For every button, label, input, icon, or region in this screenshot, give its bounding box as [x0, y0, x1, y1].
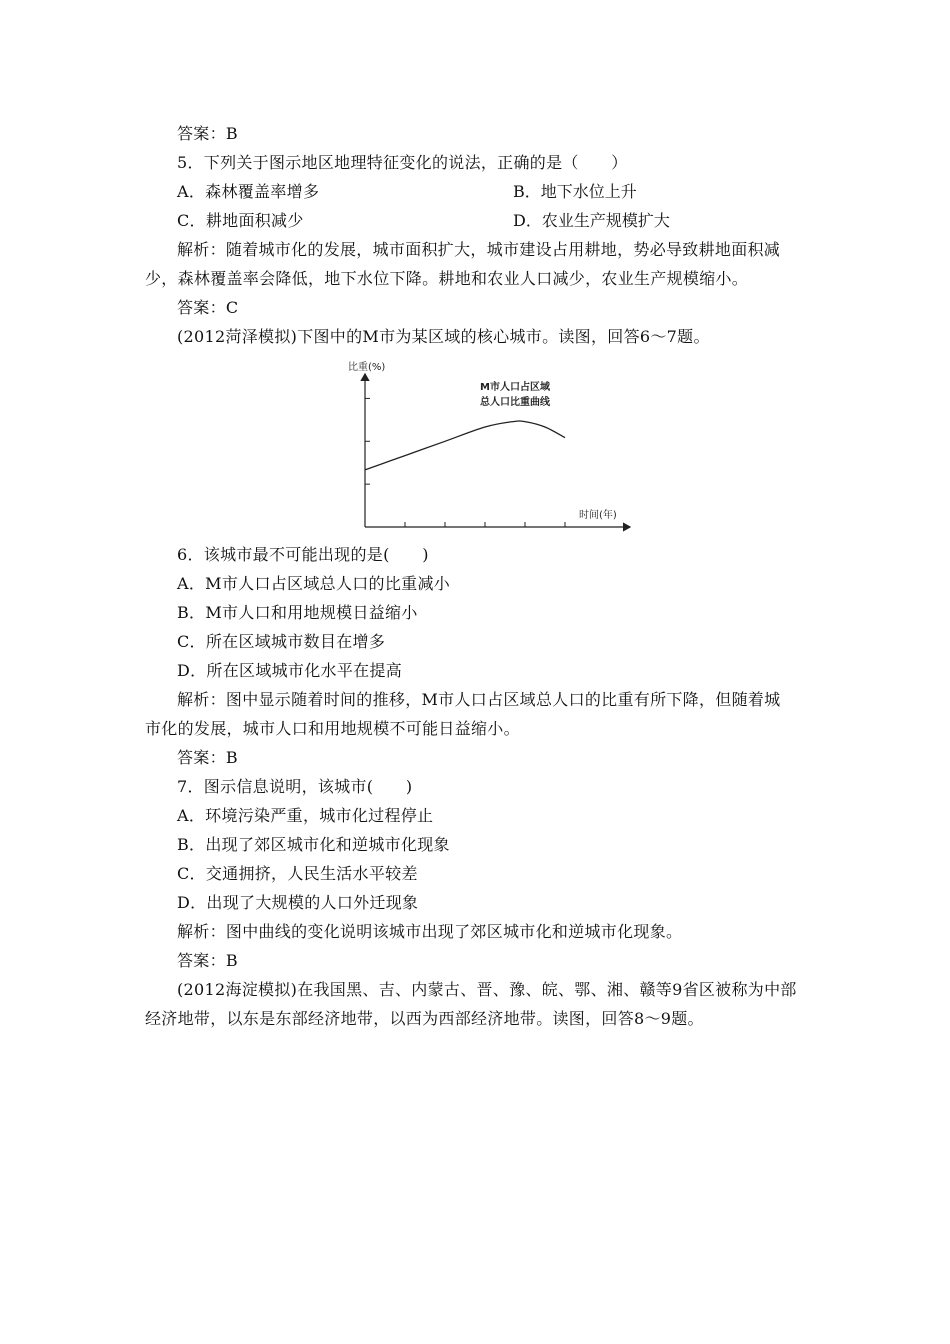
q7-analysis: 解析：图中曲线的变化说明该城市出现了郊区城市化和逆城市化现象。	[177, 922, 683, 941]
q5-stem: 5．下列关于图示地区地理特征变化的说法，正确的是（ ）	[177, 153, 628, 172]
q5-analysis-line-2: 少，森林覆盖率会降低，地下水位下降。耕地和农业人口减少，农业生产规模缩小。	[145, 269, 749, 288]
q5-option-b: B．地下水位上升	[513, 182, 637, 201]
q5-analysis-line-1: 解析：随着城市化的发展，城市面积扩大，城市建设占用耕地，势必导致耕地面积减	[177, 240, 781, 259]
curve-label-line-2: 总人口比重曲线	[480, 397, 550, 408]
y-axis-label: 比重(%)	[348, 362, 386, 373]
q7-option-a: A．环境污染严重，城市化过程停止	[177, 806, 434, 825]
q7-option-c: C．交通拥挤，人民生活水平较差	[177, 864, 418, 883]
q4-answer: 答案：B	[177, 124, 238, 143]
q6-analysis-line-2: 市化的发展，城市人口和用地规模不可能日益缩小。	[145, 719, 520, 738]
q6-option-a: A．M市人口占区域总人口的比重减小	[177, 574, 451, 593]
x-axis-label: 时间(年)	[579, 510, 617, 521]
q7-option-d: D．出现了大规模的人口外迁现象	[177, 893, 419, 912]
q6-option-c: C．所在区域城市数目在增多	[177, 632, 386, 651]
q7-answer: 答案：B	[177, 951, 238, 970]
intro-q6-q7: (2012菏泽模拟)下图中的M市为某区域的核心城市。读图，回答6～7题。	[177, 327, 710, 346]
population-share-curve	[365, 421, 565, 470]
q6-option-b: B．M市人口和用地规模日益缩小	[177, 603, 418, 622]
q6-option-d: D．所在区域城市化水平在提高	[177, 661, 403, 680]
population-share-figure	[335, 352, 635, 534]
q7-stem: 7．图示信息说明，该城市( )	[177, 777, 413, 796]
q6-answer: 答案：B	[177, 748, 238, 767]
q5-answer: 答案：C	[177, 298, 239, 317]
q7-option-b: B．出现了郊区城市化和逆城市化现象	[177, 835, 450, 854]
q6-analysis-line-1: 解析：图中显示随着时间的推移，M市人口占区域总人口的比重有所下降，但随着城	[177, 690, 781, 709]
q5-option-d: D．农业生产规模扩大	[513, 211, 670, 230]
q5-option-a: A．森林覆盖率增多	[177, 182, 320, 201]
intro-q8-q9-line-1: (2012海淀模拟)在我国黑、吉、内蒙古、晋、豫、皖、鄂、湘、赣等9省区被称为中部	[177, 980, 797, 999]
population-share-chart	[335, 352, 635, 534]
q5-option-c: C．耕地面积减少	[177, 211, 304, 230]
intro-q8-q9-line-2: 经济地带，以东是东部经济地带，以西为西部经济地带。读图，回答8～9题。	[145, 1009, 704, 1028]
q6-stem: 6．该城市最不可能出现的是( )	[177, 545, 429, 564]
curve-label-line-1: M市人口占区域	[480, 382, 550, 393]
